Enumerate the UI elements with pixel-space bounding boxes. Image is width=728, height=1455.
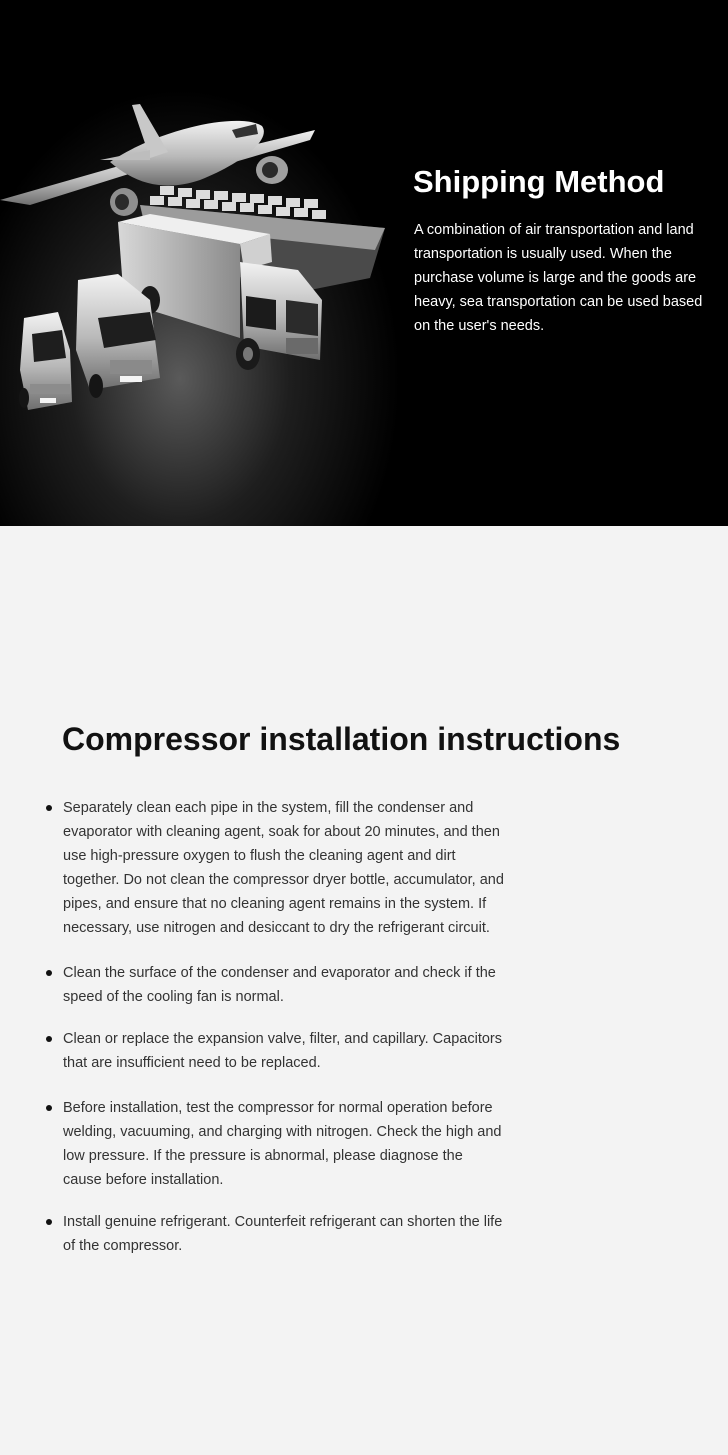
step-text: Clean or replace the expansion valve, filter, and capillary. Capacitors that are insufficient need to be replaced. xyxy=(63,1031,502,1071)
bullet-icon xyxy=(46,1105,52,1111)
bullet-icon xyxy=(46,1036,52,1042)
list-item xyxy=(44,1210,504,1258)
list-item xyxy=(44,1096,504,1192)
list-item xyxy=(44,796,504,940)
instructions-title: Compressor installation instructions xyxy=(62,721,621,757)
step-text: Separately clean each pipe in the system, fill the condenser and evaporator with cleaning agent, soak for about 20 minutes, and then use high-pressure oxygen to flush the cleaning agent and dirt together. Do not clean the compressor dryer bottle, accumulator, and pipes, and ensure that no cleaning agent remains in the system. If necessary, use nitrogen and desiccant to dry the refrigerant circuit. xyxy=(63,800,504,936)
instructions-section xyxy=(0,526,728,1455)
bullet-icon xyxy=(46,805,52,811)
shipping-title: Shipping Method xyxy=(413,164,665,199)
bullet-icon xyxy=(46,970,52,976)
step-text: Clean the surface of the condenser and evaporator and check if the speed of the cooling fan is normal. xyxy=(63,965,496,1005)
shipping-section xyxy=(0,0,728,526)
step-text: Install genuine refrigerant. Counterfeit refrigerant can shorten the life of the compressor. xyxy=(63,1214,503,1254)
shipping-description: A combination of air transportation and land transportation is usually used. When the purchase volume is large and the goods are heavy, sea transportation can be used based on the user's needs. xyxy=(414,222,703,334)
step-text: Before installation, test the compressor for normal operation before welding, vacuuming, and charging with nitrogen. Check the high and low pressure. If the pressure is abnormal, please diagnose the cause before installation. xyxy=(63,1100,502,1188)
transport-vehicles-image xyxy=(0,0,400,526)
list-item xyxy=(44,961,504,1009)
instructions-list xyxy=(44,796,504,1258)
bullet-icon xyxy=(46,1219,52,1225)
list-item xyxy=(44,1027,504,1075)
